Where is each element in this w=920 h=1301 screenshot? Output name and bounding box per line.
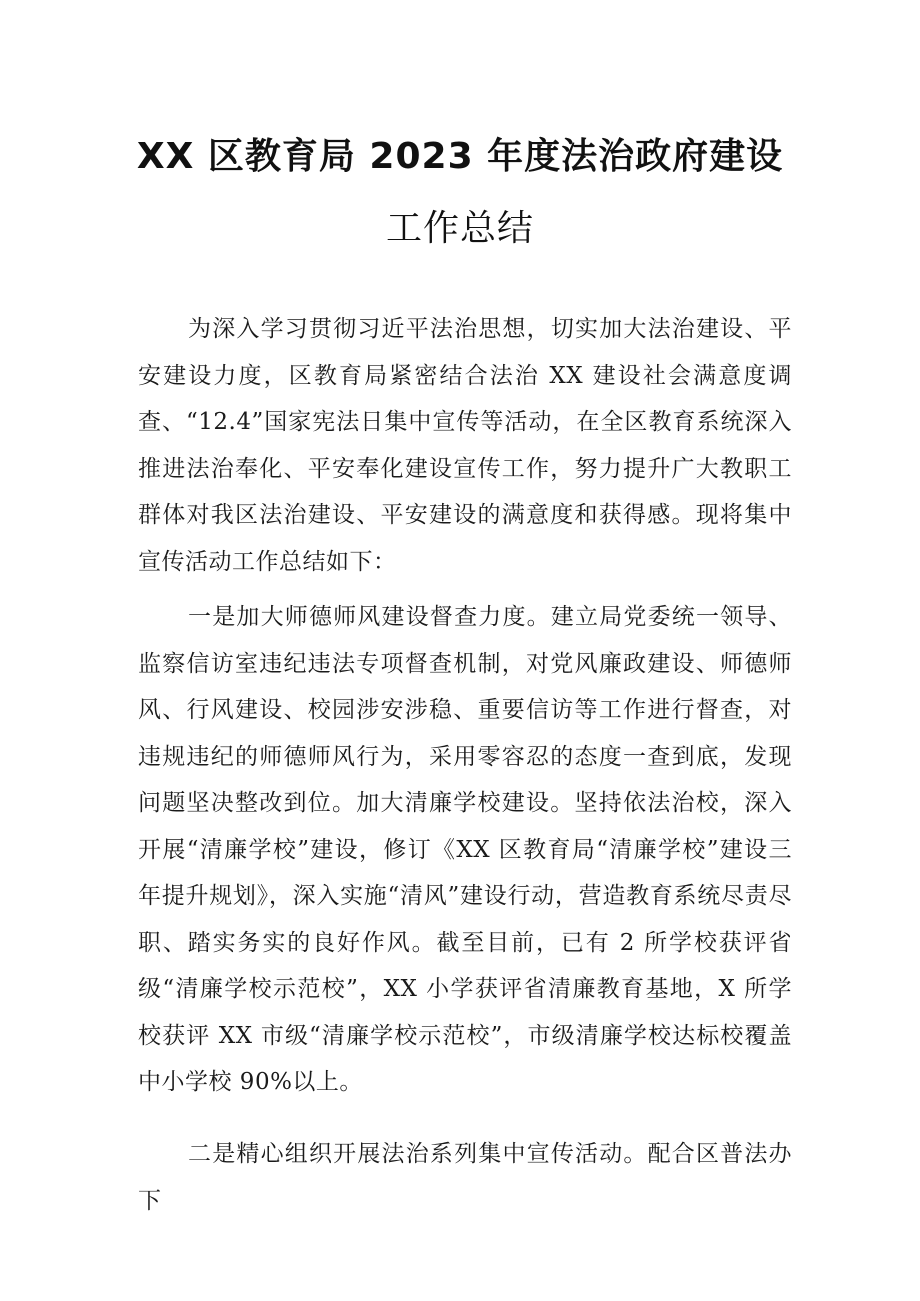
document-title-line1: XX 区教育局 2023 年度法治政府建设 (136, 136, 784, 177)
document-title-line2: 工作总结 (385, 208, 534, 249)
paragraph-point-two: 二是精心组织开展法治系列集中宣传活动。配合区普法办下 (138, 1141, 792, 1214)
paragraph-point-one: 一是加大师德师风建设督查力度。建立局党委统一领导、监察信访室违纪违法专项督查机制，对党风廉政建设、师德师风、行风建设、校园涉安涉稳、重要信访等工作进行督查，对违规违纪的师德师风行为，采用零容忍的态度一查到底，发现问题坚决整改到位。加大清廉学校建设。坚持依法治校，深入开展“清廉学校”建设，修订《XX 区教育局“清廉学校”建设三年提升规划》，深入实施“清风”建设行动，营造教育系统尽责尽职、踏实务实的良好作风。截至目前，已有 2 所学校获评省级“清廉学校示范校”，XX 小学获评省清廉教育基地，X 所学校获评 XX 市级“清廉学校示范校”，市级清廉学校达标校覆盖中小学校 90%以上。 (138, 604, 792, 1095)
paragraph-intro: 为深入学习贯彻习近平法治思想，切实加大法治建设、平安建设力度，区教育局紧密结合法治 XX 建设社会满意度调查、“12.4”国家宪法日集中宣传等活动，在全区教育系统深入推进法治奉化、平安奉化建设宣传工作，努力提升广大教职工群体对我区法治建设、平安建设的满意度和获得感。现将集中宣传活动工作总结如下： (138, 316, 792, 575)
